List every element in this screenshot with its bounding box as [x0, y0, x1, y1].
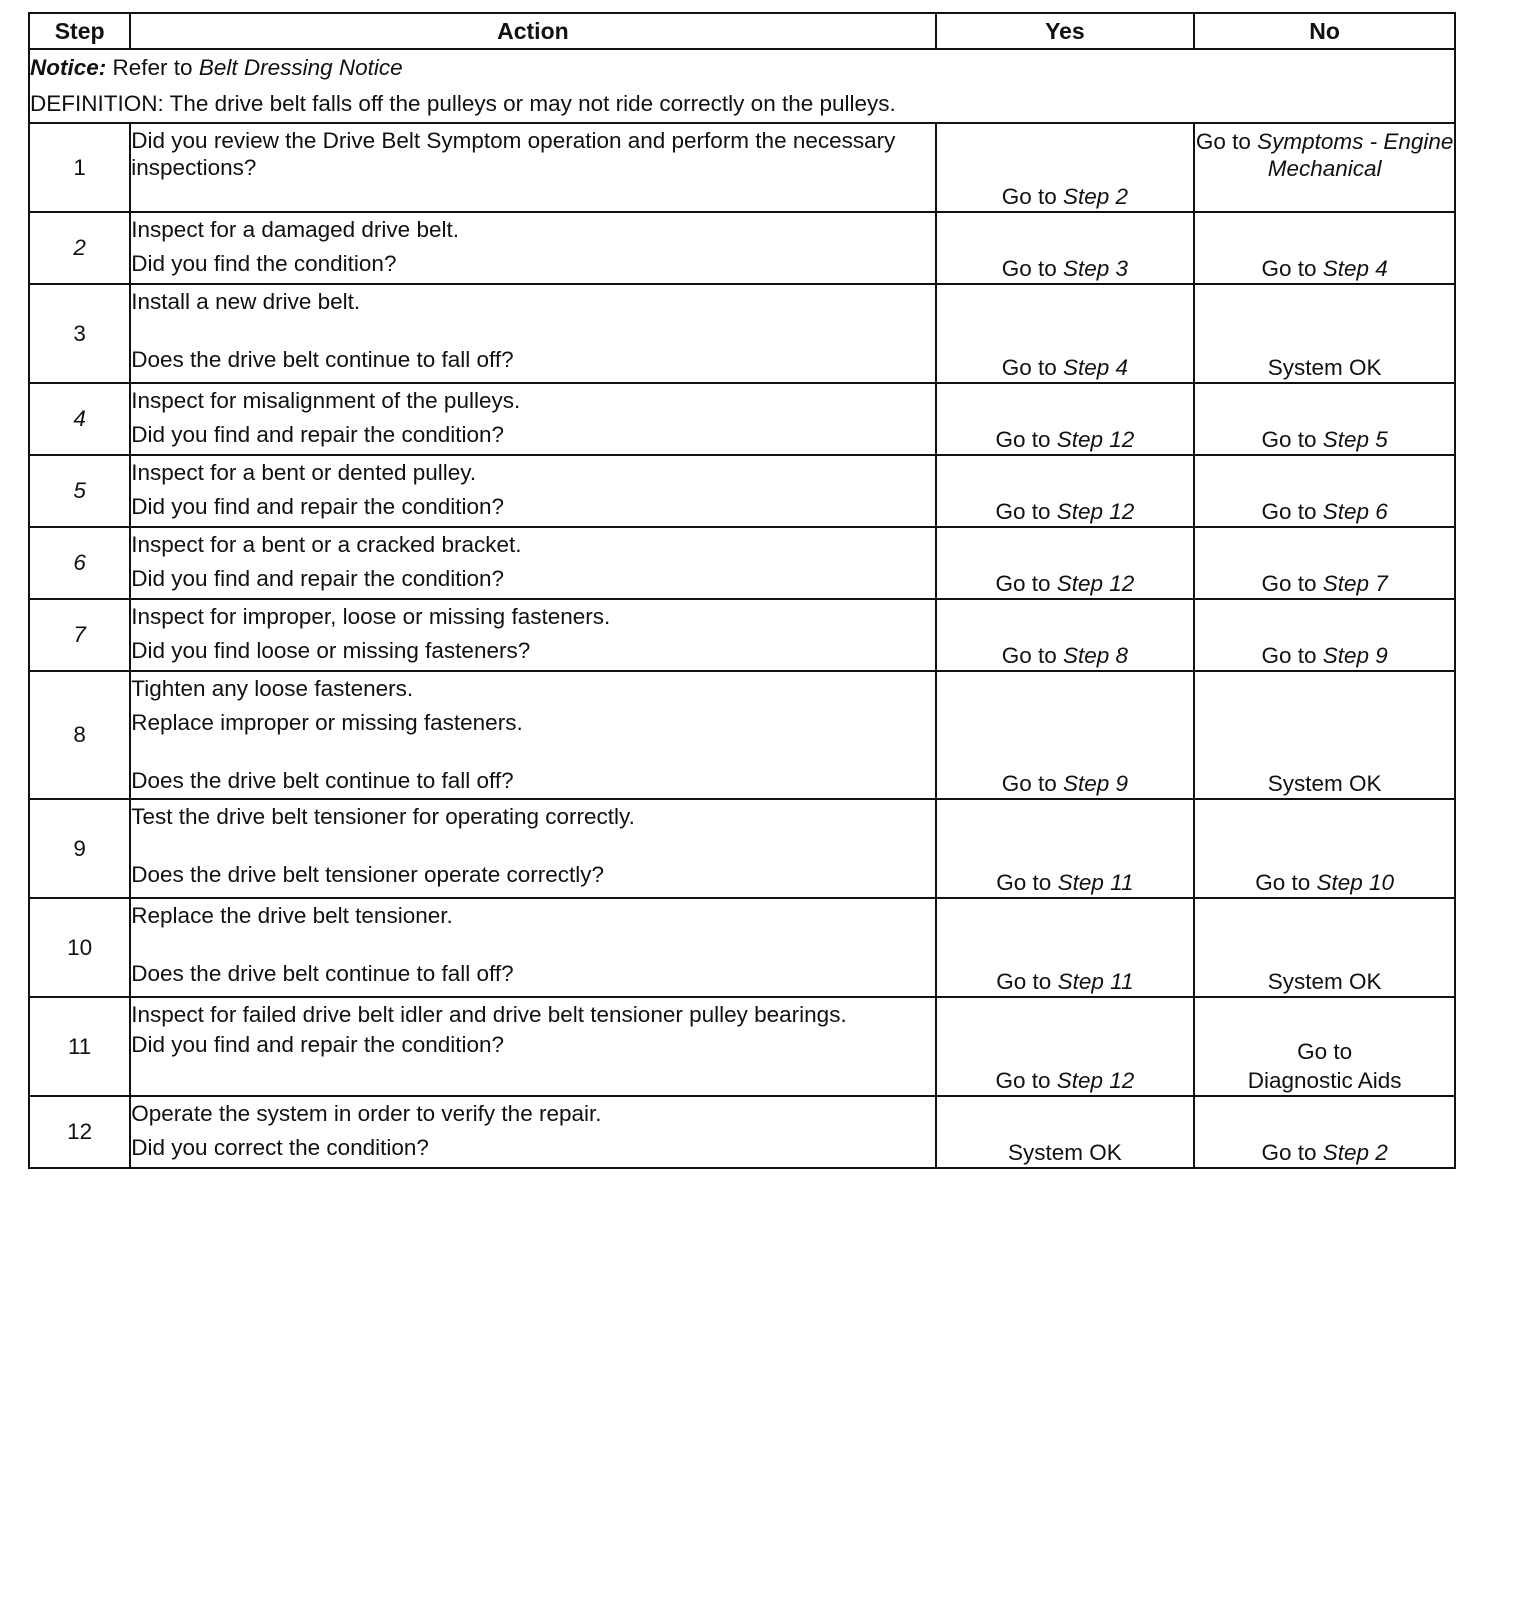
notice-line: [30, 50, 1454, 86]
header-yes: Yes: [936, 13, 1195, 49]
no-cell: Go to Step 4: [1194, 212, 1455, 284]
no-cell: Go to Step 2: [1194, 1096, 1455, 1168]
no-cell: Go to Diagnostic Aids: [1194, 997, 1455, 1096]
table-row: [29, 455, 1455, 527]
step-number: 4: [29, 383, 130, 455]
notice-link: Belt Dressing Notice: [198, 55, 403, 80]
action-cell: Inspect for a bent or a cracked bracket. Did you find and repair the condition?: [130, 527, 935, 599]
action-cell: Install a new drive belt. Does the drive belt continue to fall off?: [130, 284, 935, 383]
yes-cell: Go to Step 11: [936, 898, 1195, 997]
action-cell: Test the drive belt tensioner for operating correctly. Does the drive belt tensioner operate correctly?: [130, 799, 935, 898]
step-number: 8: [29, 671, 130, 799]
no-cell: System OK: [1194, 671, 1455, 799]
step-number: 6: [29, 527, 130, 599]
notice-label: Notice:: [30, 55, 107, 80]
notice-text: Refer to: [112, 55, 193, 80]
yes-cell: Go to Step 8: [936, 599, 1195, 671]
no-cell: Go to Symptoms - Engine Mechanical: [1194, 123, 1455, 212]
step-number: 9: [29, 799, 130, 898]
no-cell: Go to Step 10: [1194, 799, 1455, 898]
yes-cell: Go to Step 9: [936, 671, 1195, 799]
no-cell: Go to Step 7: [1194, 527, 1455, 599]
table-row: [29, 799, 1455, 898]
yes-cell: Go to Step 12: [936, 383, 1195, 455]
action-cell: Inspect for misalignment of the pulleys. Did you find and repair the condition?: [130, 383, 935, 455]
action-cell: Inspect for a bent or dented pulley. Did you find and repair the condition?: [130, 455, 935, 527]
step-number: 7: [29, 599, 130, 671]
table-row: [29, 671, 1455, 799]
diagnostic-table: [28, 12, 1456, 1169]
action-cell: Inspect for a damaged drive belt. Did you find the condition?: [130, 212, 935, 284]
yes-cell: Go to Step 12: [936, 527, 1195, 599]
header-row: [29, 13, 1455, 49]
no-cell: Go to Step 6: [1194, 455, 1455, 527]
table-row: [29, 599, 1455, 671]
action-cell: Tighten any loose fasteners. Replace improper or missing fasteners. Does the drive belt continue to fall off?: [130, 671, 935, 799]
yes-cell: Go to Step 11: [936, 799, 1195, 898]
step-number: 12: [29, 1096, 130, 1168]
table-row: [29, 1096, 1455, 1168]
table-row: [29, 527, 1455, 599]
table-row: [29, 997, 1455, 1096]
step-number: 2: [29, 212, 130, 284]
table-row: [29, 284, 1455, 383]
header-step: Step: [29, 13, 130, 49]
action-cell: Did you review the Drive Belt Symptom operation and perform the necessary inspections?: [130, 123, 935, 212]
action-cell: Operate the system in order to verify the repair. Did you correct the condition?: [130, 1096, 935, 1168]
yes-cell: Go to Step 3: [936, 212, 1195, 284]
step-number: 11: [29, 997, 130, 1096]
step-number: 1: [29, 123, 130, 212]
no-cell: System OK: [1194, 284, 1455, 383]
yes-cell: Go to Step 12: [936, 455, 1195, 527]
yes-cell: Go to Step 12: [936, 997, 1195, 1096]
action-cell: Replace the drive belt tensioner. Does the drive belt continue to fall off?: [130, 898, 935, 997]
table-row: [29, 898, 1455, 997]
notice-cell: [29, 49, 1455, 123]
action-cell: Inspect for failed drive belt idler and drive belt tensioner pulley bearings. Did you find and repair the condition?: [130, 997, 935, 1096]
step-number: 5: [29, 455, 130, 527]
header-no: No: [1194, 13, 1455, 49]
yes-cell: Go to Step 4: [936, 284, 1195, 383]
no-cell: System OK: [1194, 898, 1455, 997]
no-cell: Go to Step 9: [1194, 599, 1455, 671]
definition-text: DEFINITION: The drive belt falls off the pulleys or may not ride correctly on the pulleys.: [30, 91, 896, 116]
action-cell: Inspect for improper, loose or missing fasteners. Did you find loose or missing fasteners?: [130, 599, 935, 671]
yes-cell: Go to Step 2: [936, 123, 1195, 212]
table-row: [29, 383, 1455, 455]
header-action: Action: [130, 13, 935, 49]
notice-row: [29, 49, 1455, 123]
no-cell: Go to Step 5: [1194, 383, 1455, 455]
step-number: 10: [29, 898, 130, 997]
yes-cell: System OK: [936, 1096, 1195, 1168]
table-row: [29, 123, 1455, 212]
table-row: [29, 212, 1455, 284]
step-number: 3: [29, 284, 130, 383]
